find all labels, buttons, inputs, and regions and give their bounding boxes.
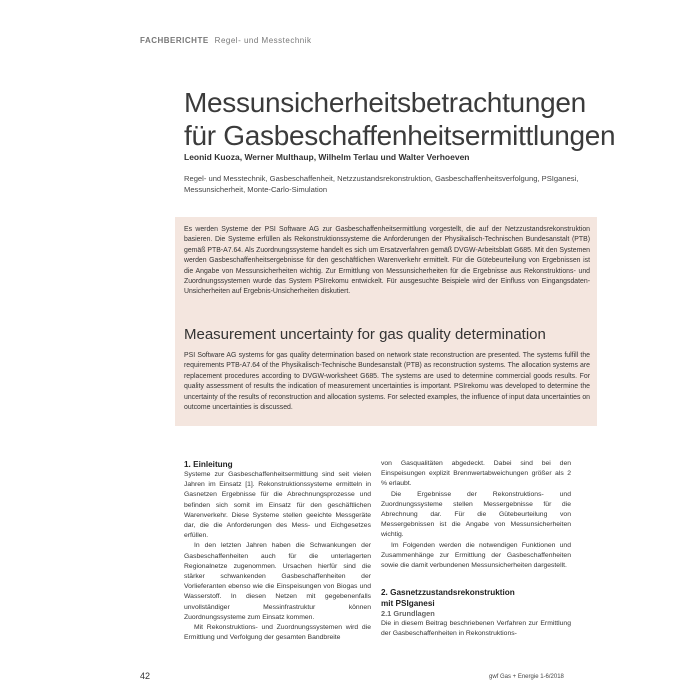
paragraph: von Gasqualitäten abgedeckt. Dabei sind bei den Einspeisungen explizit Brennwertabweichungen größer als 2 % erlaubt.	[381, 460, 571, 488]
paragraph: Im Folgenden werden die notwendigen Funktionen und Zusammenhänge zur Ermittlung der Gasbeschaffenheiten sowie die damit verbundenen Messunsicherheiten dargestellt.	[381, 541, 571, 570]
abstract-english: PSI Software AG systems for gas quality determination based on network state reconstruction are presented. The systems fulfill the requirements PTB-A7.64 of the Physikalisch-Technische Bundesanstalt (PTB) as reconstruction systems. The allocation systems are replacement procedures according to DVGW-worksheet G685. The systems are used to determine commercial goods results. For quality assessment of results the indication of measurement uncertainties is important. PSIrekomu was developed to determine the uncertainty of the results of reconstruction and allocation systems. For selected examples, the influence of input data uncertainties on outcome uncertainties is discussed.	[184, 352, 591, 412]
title-line-2: für Gasbeschaffenheitsermittlungen	[184, 120, 616, 151]
page-number: 42	[140, 671, 151, 681]
abstract-german: Es werden Systeme der PSI Software AG zur Gasbeschaffenheitsermittlung vorgestellt, die auf der Netzzustandsrekonstruktion basieren. Die Systeme erfüllen als Rekonstruktionssysteme die Anforderungen der Physikalisch-Technischen Bundesanstalt (PTB) gemäß PTB-A7.64. Als Zuordnungssysteme handelt es sich um Ersatzverfahren gemäß DVGW-Arbeitsblatt G685. Mit den Systemen werden Gasbeschaffenheitsergebnisse für den geschäftlichen Warenverkehr ermittelt. Für die Gütebeurteilung von Ergebnissen ist die Angabe von Messunsicherheiten wichtig. Zur Ermittlung von Messunsicherheiten für die Ergebnisse aus Rekonstruktions- und Zuordnungssystemen wurde das System PSIrekomu entwickelt. Für ausgesuchte Beispiele wird der Einfluss von Eingangsdaten-Unsicherheiten auf Ergebnis-Unsicherheiten diskutiert.	[184, 226, 590, 296]
section-2-heading: 2. Gasnetzzustandsrekonstruktion mit PSIganesi	[381, 588, 515, 609]
title-line-1: Messunsicherheitsbetrachtungen	[184, 87, 586, 118]
abstract-english-title: Measurement uncertainty for gas quality determination	[184, 326, 546, 343]
body-column-left	[184, 459, 371, 643]
paragraph: Die Ergebnisse der Rekonstruktions- und Zuordnungssysteme stellen Messergebnisse für die Abrechnung dar. Für die Gütebeurteilung von Messergebnissen ist die Angabe von Messunsicherheiten wichtig.	[381, 490, 571, 539]
paragraph: In den letzten Jahren haben die Schwankungen der Gasbeschaffenheiten auch für die unterlagerten Regionalnetze zugenommen. Ursachen hierfür sind die stärker schwankenden Gasbeschaffenheiten der Vorlieferanten ebenso wie die Einspeisungen von Biogas und Wasserstoff. In diesen Netzen mit gegebenenfalls unvollständiger Messinfrastruktur können Zuordnungssysteme zum Einsatz kommen.	[184, 542, 371, 621]
section-header	[140, 36, 312, 45]
section-2-1-heading: 2.1 Grundlagen	[381, 609, 435, 619]
paragraph: Mit Rekonstruktions- und Zuordnungssystemen wird die Ermittlung und Verfolgung der gesamten Bandbreite	[184, 624, 371, 642]
body-column-right	[381, 459, 571, 640]
category-label: FACHBERICHTE	[140, 36, 209, 45]
article-title	[184, 86, 644, 152]
authors: Leonid Kuoza, Werner Multhaup, Wilhelm Terlau und Walter Verhoeven	[184, 152, 470, 162]
journal-footer: gwf Gas + Energie 1-6/2018	[489, 674, 564, 680]
paragraph: Systeme zur Gasbeschaffenheitsermittlung sind seit vielen Jahren im Einsatz [1]. Rekonstruktionssysteme ermitteln in Gasnetzen Ergebnisse für die Abrechnungsprozesse und befinden sich somit im Einsatz für den geschäftlichen Warenverkehr. Diese Systeme stellen geeichte Messgeräte dar, die die Anforderungen des Mess- und Eichgesetzes erfüllen.	[184, 471, 371, 540]
section-1-heading: 1. Einleitung	[184, 460, 233, 469]
paragraph: Die in diesem Beitrag beschriebenen Verfahren zur Ermittlung der Gasbeschaffenheiten in Rekonstruktions-	[381, 620, 571, 638]
subcategory-label: Regel- und Messtechnik	[214, 36, 312, 45]
keywords: Regel- und Messtechnik, Gasbeschaffenheit, Netzzustandsrekonstruktion, Gasbeschaffenheitsverfolgung, PSIganesi, Messunsicherheit, Monte-Carlo-Simulation	[184, 174, 579, 194]
